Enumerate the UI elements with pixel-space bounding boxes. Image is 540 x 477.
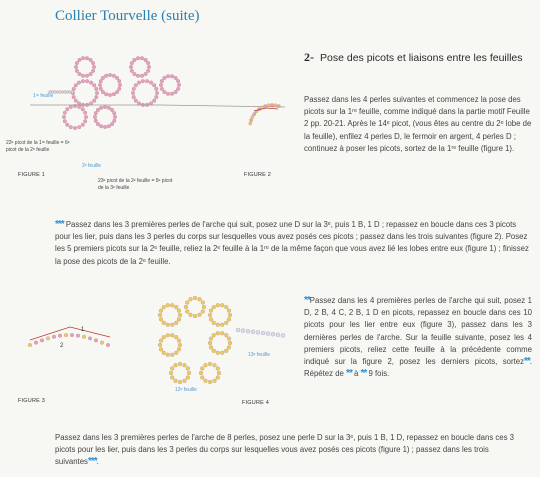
section-title-text: Pose des picots et liaisons entre les feuilles [320,52,523,64]
bead [177,339,181,343]
bead [58,334,62,338]
bead [201,310,205,314]
bead [103,125,107,129]
bead [174,76,178,80]
bead [63,111,67,115]
bead [77,125,81,129]
paragraph-3-text-a: Passez dans les 4 premières perles de l'arche qui suit, posez 1 D, 2 B, 4 C, 2 B, 1 D en picots, repassez en boucle dans ces 10 picots pour les lier entre eux (figure 3), passez dans les 3 dernières perles de l'arche. Sur la feuille suivante, posez les 4 premiers picots, reliez cette feuille à la précédente comme indiqué sur la figure 2, posez les derniers picots, sortez [304,296,532,367]
bead [69,105,73,109]
bead [200,376,204,380]
bead [209,309,213,313]
bead [170,303,174,307]
bead [162,351,166,355]
bead [93,115,97,119]
bead [78,72,82,76]
bead [166,92,170,96]
stars-marker: ** [360,368,367,380]
bead [178,313,182,317]
bead [187,371,191,375]
bead [159,83,163,87]
note-23e-picot: 23ᵉ picot de la 2ᵉ feuille = 5ᵉ picot de la 3ᵉ feuille [98,178,173,191]
bead [213,363,217,367]
bead [108,93,112,97]
paragraph-4-text: Passez dans les 3 premières perles de l'arche de 8 perles, posez une perle D sur la 3ᵉ, puis 1 B, 1 D, repassez en boucle dans ces 3 picots pour les lier, puis dans les 3 perles du corps sur lesquelles vous avez posés ces picots (figure 1) ; passez dans les trois suivantes [55,433,515,467]
bead [81,107,85,111]
blue-bead [236,328,240,332]
bead [170,353,174,357]
bead [178,380,182,384]
bead [75,61,79,65]
bead [81,79,85,83]
bead [184,305,188,309]
bead [189,297,193,301]
bead [177,347,181,351]
bead [158,343,162,347]
bead [159,347,163,351]
page-title: Collier Tourvelle (suite) [55,8,200,24]
bead [209,337,213,341]
bead [91,61,95,65]
bead [176,87,180,91]
paragraph-3-text-c: à [351,369,361,379]
bead [96,108,100,112]
bead [159,309,163,313]
section-number: 2- [304,50,314,64]
bead [99,106,103,110]
bead [274,104,277,107]
bead [160,87,164,91]
bead [145,79,149,83]
bead [107,106,111,110]
bead [176,79,180,83]
bead [112,74,116,78]
bead [104,74,108,78]
bead [209,317,213,321]
bead [227,309,231,313]
bead [227,345,231,349]
figure-4-label: FIGURE 4 [242,400,269,406]
bead [208,380,212,384]
bead [81,56,85,60]
bead [154,87,158,91]
note-2e-feuille: 2ᵉ feuille [82,163,102,169]
stars-marker: ** [524,356,530,368]
bead [216,323,220,327]
bead [154,95,158,99]
bead [100,341,104,345]
bead [169,371,173,375]
bead [106,343,110,347]
bead [104,92,108,96]
stars-marker: ** [346,368,352,380]
bead [69,125,73,129]
note-13e-feuille: 13ᵉ feuille [248,352,270,358]
bead [251,115,254,118]
bead [228,341,232,345]
bead [99,87,103,91]
bead [129,65,133,69]
blue-bead [266,332,270,336]
bead [227,317,231,321]
stars-marker: *** [87,456,97,468]
bead [75,69,79,73]
bead [77,105,81,109]
bead [212,333,216,337]
bead [162,305,166,309]
bead [99,124,103,128]
bead [166,74,170,78]
bead [227,337,231,341]
bead [198,297,202,301]
bead [94,119,98,123]
bead [94,111,98,115]
bead [34,341,38,345]
bead [81,74,85,78]
bead [174,335,178,339]
bead [70,333,74,337]
bead [65,107,69,111]
bead [174,305,178,309]
bead [183,379,187,383]
clasp-bead [71,91,74,94]
bead [270,103,273,106]
bead [204,363,208,367]
bead [212,349,216,353]
paragraph-3-text-b: . Répétez de [304,357,532,379]
bead [174,90,178,94]
bead [217,371,221,375]
bead [83,111,87,115]
bead [133,72,137,76]
note-1re-feuille: 1ʳᵉ feuille [33,93,54,99]
bead [204,379,208,383]
bead [110,108,114,112]
bead [141,79,145,83]
bead [62,115,66,119]
thread-path [30,327,110,340]
bead [170,92,174,96]
blue-bead [271,332,275,336]
bead [216,367,220,371]
bead [193,296,197,300]
bead [170,333,174,337]
bead [249,122,252,125]
bead [178,343,182,347]
bead [76,334,80,338]
bead [185,310,189,314]
bead [177,309,181,313]
bead [96,122,100,126]
bead [200,367,204,371]
bead [72,95,76,99]
bead [132,87,136,91]
bead [92,65,96,69]
bead [40,339,44,343]
paragraph-3 [304,295,532,380]
bead [147,65,151,69]
figure-3-4-illustration [10,285,300,395]
bead [74,83,78,87]
paragraph-2 [55,219,533,268]
bead [224,349,228,353]
bead [189,313,193,317]
bead [166,353,170,357]
bead [82,335,86,339]
bead [52,335,56,339]
bead [177,83,181,87]
bead [216,376,220,380]
bead [162,335,166,339]
bead [216,303,220,307]
bead [224,321,228,325]
bead [170,376,174,380]
bead [101,90,105,94]
bead [113,115,117,119]
blue-bead [261,331,265,335]
figure-3-label: FIGURE 3 [18,398,45,404]
bead [136,56,140,60]
bead [78,58,82,62]
stars-marker: *** [55,219,64,230]
bead [118,83,122,87]
bead [108,73,112,77]
bead [208,341,212,345]
bead [117,87,121,91]
bead [146,61,150,65]
section-2-title [304,50,529,66]
bead [92,83,96,87]
paragraph-4-end: . [96,457,99,467]
bead [159,317,163,321]
bead [249,119,252,122]
bead [77,81,81,85]
bead [134,99,138,103]
blue-bead [251,330,255,334]
bead [89,58,93,62]
bead [140,74,144,78]
bead [130,69,134,73]
bead [99,79,103,83]
bead [186,367,190,371]
blue-bead [276,333,280,337]
bead [144,72,148,76]
bead [131,91,135,95]
figure-2-label: FIGURE 2 [244,172,271,178]
bead [177,317,181,321]
bead [216,331,220,335]
bead [137,81,141,85]
bead [94,87,98,91]
bead [149,81,153,85]
bead [163,76,167,80]
bead [216,351,220,355]
bead [202,305,206,309]
bead [174,379,178,383]
bead [115,90,119,94]
bead [73,126,77,130]
bead [72,87,76,91]
bead [95,91,99,95]
bead [85,56,89,60]
bead [117,79,121,83]
bead [174,321,178,325]
bead [170,323,174,327]
figure-1-label: FIGURE 1 [18,172,45,178]
figure-3-number-2: 2 [60,343,64,349]
figure-3-number-1: 1 [81,327,85,333]
bead [193,314,197,318]
blue-bead [256,330,260,334]
bead [136,74,140,78]
bead [199,371,203,375]
bead [208,362,212,366]
bead [115,76,119,80]
bead [163,90,167,94]
bead [185,301,189,305]
paragraph-2-text: Passez dans les 3 premières perles de l'arche qui suit, posez une D sur la 3ᵉ, puis 1 B, 1 D ; repassez en boucle dans ces 3 picots pour les lier, puis dans les 3 perles du corps sur lesquelles vous avez posés ces picots ; passez dans les trois suivantes (figure 2). Posez les 5 premiers picots sur la 2ᵉ feuille, reliez la 2ᵉ feuille à la 1ʳᵉ de la même façon que vous avez lié les lobes entre eux (figure 1) ; finissez la pose des picots de la 2ᵉ feuille. [55,220,529,266]
bead [212,305,216,309]
bead [264,104,267,107]
bead [28,343,32,347]
bead [162,321,166,325]
bead [277,104,280,107]
bead [85,79,89,83]
bead [134,83,138,87]
bead [101,76,105,80]
bead [198,313,202,317]
bead [112,119,116,123]
bead [88,337,92,341]
bead [98,83,102,87]
note-12e-feuille: 12ᵉ feuille [175,387,197,393]
bead [107,124,111,128]
bead [74,99,78,103]
bead [174,363,178,367]
bead [213,379,217,383]
bead [110,122,114,126]
bead [94,95,98,99]
blue-bead [281,333,285,337]
bead [155,91,159,95]
bead [166,333,170,337]
bead [112,92,116,96]
bead [112,111,116,115]
bead [63,119,67,123]
thread-line [30,105,285,107]
bead [228,313,232,317]
bead [89,72,93,76]
blue-bead [241,329,245,333]
bead [89,81,93,85]
bead [224,333,228,337]
bead [158,313,162,317]
bead [146,69,150,73]
paragraph-1: Passez dans les 4 perles suivantes et commencez la pose des picots sur la 1ʳᵉ feuille, comme indiqué dans la partie motif Feuille 2 pp. 20-21. Après le 14ᵉ picot, (vous êtes au centre du 2ᵉ lobe de la feuille), enfilez 4 perles D, le fermoir en argent, 4 perles D ; continuez à poser les picots, sortez de la 1ʳᵉ feuille (figure 1). [304,95,532,153]
bead [74,65,78,69]
bead [166,303,170,307]
bead [81,123,85,127]
bead [201,301,205,305]
stars-marker: ** [304,295,310,306]
bead [166,323,170,327]
bead [224,305,228,309]
bead [178,362,182,366]
bead [253,112,256,115]
bead [65,123,69,127]
bead [144,58,148,62]
bead [103,105,107,109]
paragraph-4 [55,432,533,469]
bead [170,367,174,371]
bead [160,79,164,83]
bead [170,74,174,78]
bead [84,115,88,119]
bead [220,323,224,327]
bead [91,69,95,73]
bead [133,58,137,62]
note-22e-picot: 22ᵉ picot de la 1ʳᵉ feuille = 6ᵉ picot de la 2ᵉ feuille [6,140,70,153]
bead [220,303,224,307]
bead [132,95,136,99]
bead [152,83,156,87]
bead [220,351,224,355]
bead [64,333,68,337]
bead [220,331,224,335]
bead [92,99,96,103]
paragraph-3-text-d: 9 fois. [366,369,390,379]
bead [152,99,156,103]
bead [46,337,50,341]
bead [140,56,144,60]
bead [174,351,178,355]
blue-bead [246,329,250,333]
bead [212,321,216,325]
bead [85,74,89,78]
bead [208,313,212,317]
bead [186,376,190,380]
bead [94,339,98,343]
bead [267,104,270,107]
bead [159,339,163,343]
bead [130,61,134,65]
bead [183,363,187,367]
bead [83,119,87,123]
bead [209,345,213,349]
